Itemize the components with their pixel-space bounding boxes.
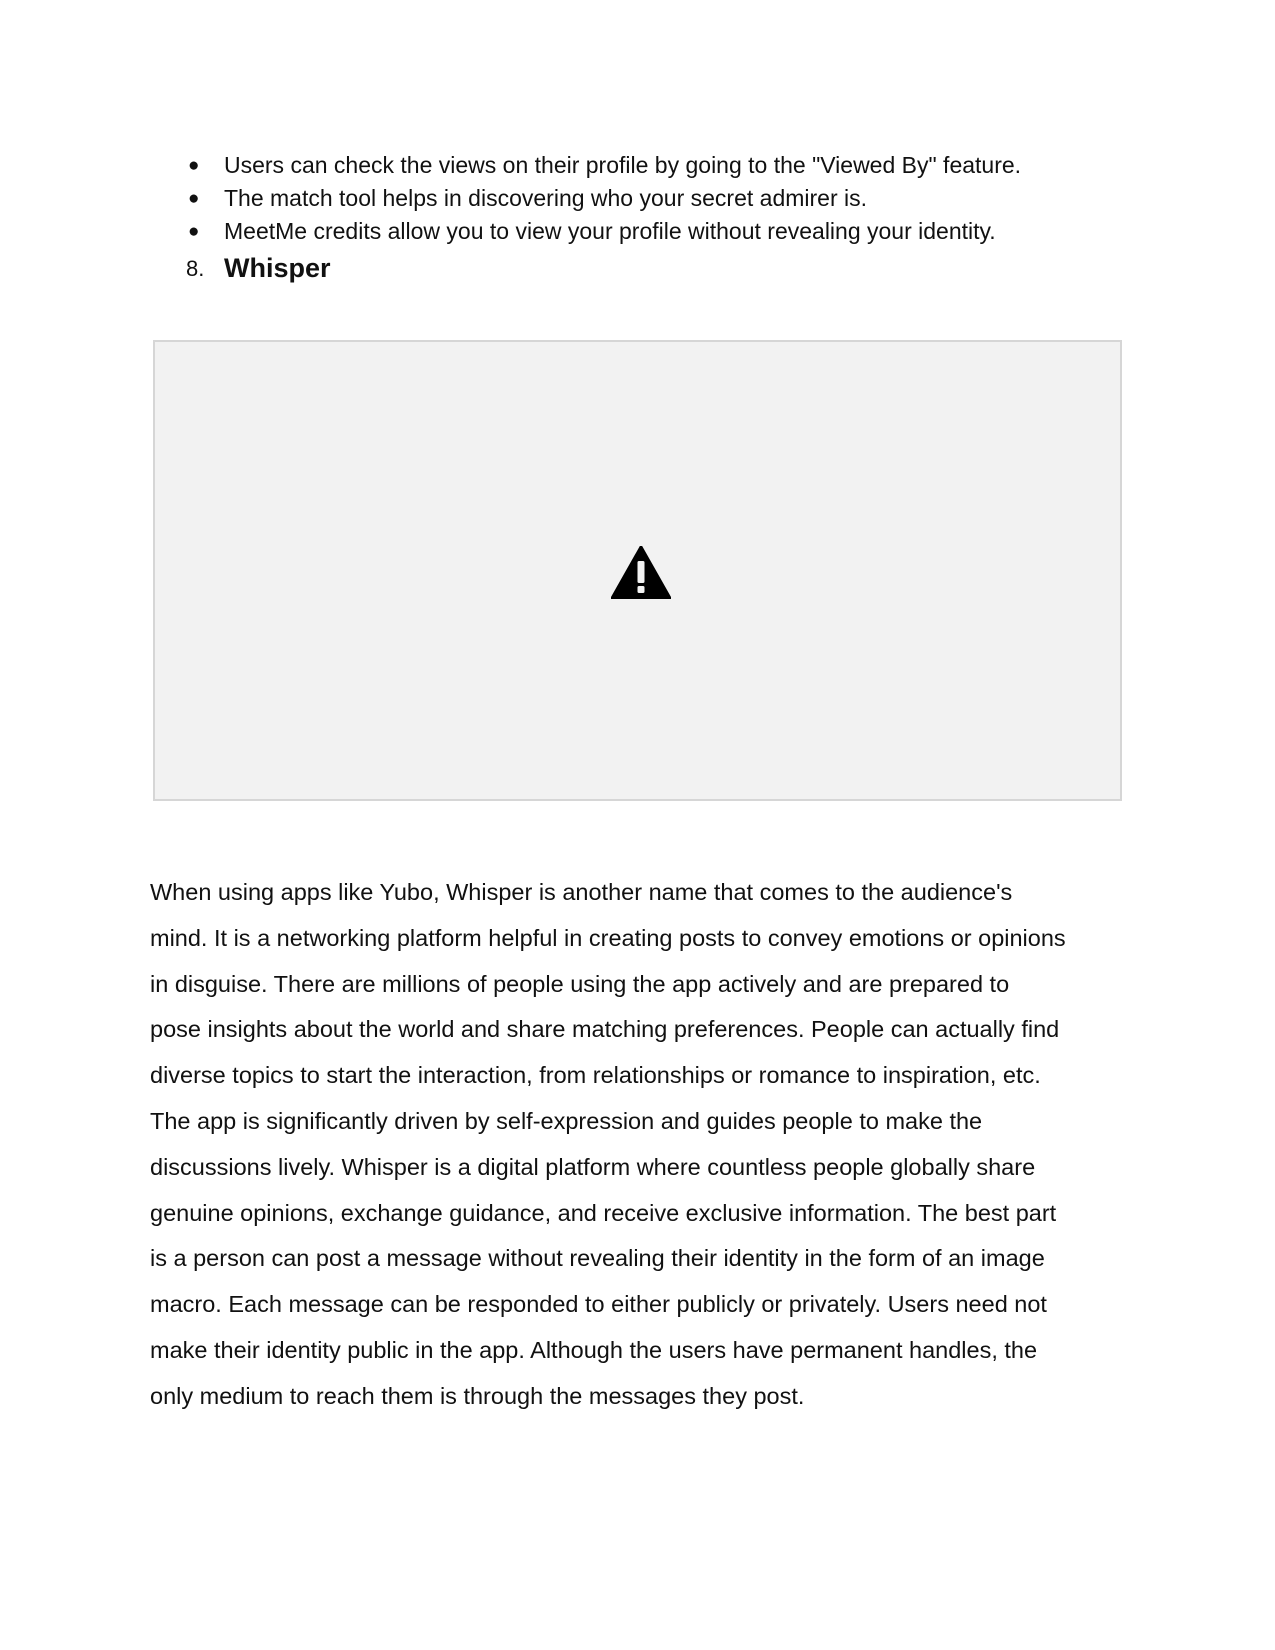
list-item [150, 182, 1150, 215]
bullet-text: MeetMe credits allow you to view your profile without revealing your identity. [224, 218, 996, 244]
bullet-list [150, 149, 1150, 288]
paragraph-line: The app is significantly driven by self-expression and guides people to make the [150, 1107, 983, 1134]
bullet-icon: ● [188, 221, 200, 242]
body-paragraph [150, 870, 1125, 1420]
warning-icon [611, 546, 671, 599]
paragraph-line: mind. It is a networking platform helpful in creating posts to convey emotions or opinions [150, 924, 1066, 951]
paragraph-line: make their identity public in the app. Although the users have permanent handles, the [150, 1336, 1038, 1363]
section-title: Whisper [224, 253, 331, 283]
section-heading [150, 248, 1150, 288]
image-placeholder [153, 340, 1122, 801]
paragraph-line: only medium to reach them is through the messages they post. [150, 1382, 805, 1409]
paragraph-line: When using apps like Yubo, Whisper is another name that comes to the audience's [150, 879, 1013, 905]
paragraph-line: genuine opinions, exchange guidance, and receive exclusive information. The best part [150, 1199, 1057, 1226]
paragraph-line: is a person can post a message without revealing their identity in the form of an image [150, 1245, 1045, 1272]
bullet-icon: ● [188, 155, 200, 176]
bullet-text: Users can check the views on their profile by going to the "Viewed By" feature. [224, 152, 1022, 178]
paragraph-line: in disguise. There are millions of people using the app actively and are prepared to [150, 970, 1010, 997]
bullet-icon: ● [188, 188, 200, 209]
bullet-text: The match tool helps in discovering who your secret admirer is. [224, 185, 868, 211]
list-item [150, 215, 1150, 248]
paragraph-line: macro. Each message can be responded to either publicly or privately. Users need not [150, 1291, 1047, 1318]
paragraph-line: diverse topics to start the interaction, from relationships or romance to inspiration, etc. [150, 1062, 1041, 1089]
paragraph-line: discussions lively. Whisper is a digital platform where countless people globally share [150, 1153, 1036, 1180]
paragraph-line: pose insights about the world and share matching preferences. People can actually find [150, 1016, 1060, 1043]
list-item [150, 149, 1150, 182]
section-number: 8. [186, 256, 205, 281]
